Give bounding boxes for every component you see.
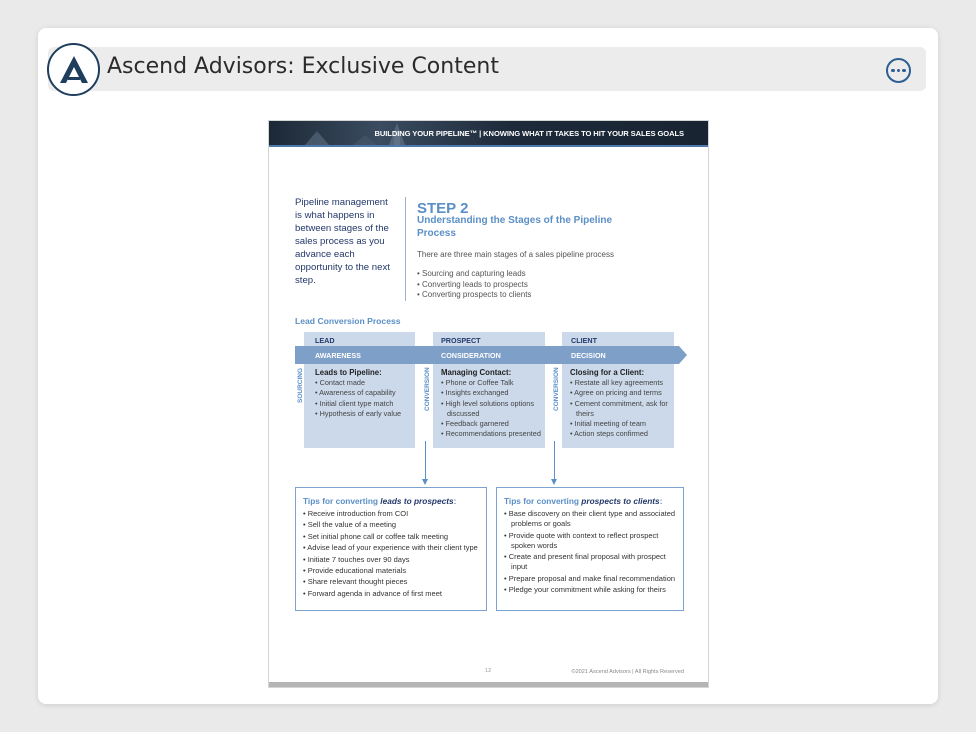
- list-item: • Restate all key agreements: [570, 378, 663, 388]
- band-arrow-icon: [679, 346, 687, 364]
- list-item: • Pledge your commitment while asking for theirs: [504, 585, 666, 595]
- list-item: • Initiate 7 touches over 90 days: [303, 554, 410, 564]
- list-item: • Forward agenda in advance of first meet: [303, 588, 442, 598]
- page-banner: [269, 121, 709, 145]
- column-lead: [315, 368, 413, 419]
- list-item: • Initial client type match: [315, 398, 394, 408]
- side-label-sourcing: SOURCING: [297, 367, 304, 403]
- copyright: ©2021 Ascend Advisors | All Rights Reserved: [571, 669, 684, 675]
- stage-label-prospect: PROSPECT: [441, 336, 481, 345]
- list-item: • Action steps confirmed: [570, 429, 648, 439]
- list-item: • Converting prospects to clients: [417, 290, 532, 300]
- list-item: • Cement commitment, ask for theirs: [570, 398, 668, 418]
- tips-leads-to-prospects: [295, 487, 487, 611]
- ascend-logo-icon: [47, 43, 100, 96]
- list-item: • Sell the value of a meeting: [303, 520, 397, 530]
- step-subtitle: Understanding the Stages of the Pipeline Process: [417, 215, 613, 239]
- side-label-conversion: CONVERSION: [424, 367, 431, 411]
- list-item: • Share relevant thought pieces: [303, 577, 408, 587]
- stage-label-client: CLIENT: [571, 336, 597, 345]
- column-title: Closing for a Client:: [570, 368, 645, 377]
- banner-rule: [269, 145, 709, 147]
- arrow-down-icon: [551, 479, 557, 485]
- tips-prospects-to-clients: [496, 487, 684, 611]
- stage-list: [417, 269, 531, 301]
- list-item: • Feedback garnered: [441, 419, 509, 429]
- list-item: • Sourcing and capturing leads: [417, 269, 526, 278]
- banner-text: BUILDING YOUR PIPELINE™ | KNOWING WHAT IT TAKES TO HIT YOUR SALES GOALS: [374, 129, 684, 138]
- step-intro: There are three main stages of a sales pipeline process: [417, 250, 614, 259]
- stage-band-decision: DECISION: [571, 351, 606, 360]
- list-item: • Insights exchanged: [441, 388, 509, 398]
- column-client: [570, 368, 672, 439]
- column-title: Leads to Pipeline:: [315, 368, 382, 377]
- stage-band-awareness: AWARENESS: [315, 351, 361, 360]
- divider: [405, 197, 406, 301]
- column-prospect: [441, 368, 543, 439]
- tips-title: Tips for converting prospects to clients:: [504, 496, 663, 506]
- list-item: • Prepare proposal and make final recommendation: [504, 573, 676, 583]
- stage-label-lead: LEAD: [315, 336, 335, 345]
- column-title: Managing Contact:: [441, 368, 512, 377]
- list-item: • Agree on pricing and terms: [570, 388, 662, 398]
- connector-line: [554, 441, 555, 479]
- tips-title: Tips for converting leads to prospects:: [303, 496, 457, 506]
- lead-conversion-title: Lead Conversion Process: [295, 316, 401, 326]
- more-options-button[interactable]: [886, 58, 911, 83]
- list-item: • Provide educational materials: [303, 565, 407, 575]
- side-label-conversion: CONVERSION: [553, 367, 560, 411]
- list-item: • Create and present final proposal with prospect input: [504, 552, 666, 572]
- stage-band-consideration: CONSIDERATION: [441, 351, 501, 360]
- list-item: • Converting leads to prospects: [417, 279, 528, 289]
- step-title: STEP 2: [417, 200, 469, 217]
- list-item: • Receive introduction from COI: [303, 509, 409, 518]
- list-item: • Provide quote with context to reflect prospect spoken words: [504, 530, 659, 550]
- list-item: • Initial meeting of team: [570, 419, 646, 429]
- arrow-down-icon: [422, 479, 428, 485]
- ellipsis-icon: [891, 69, 895, 73]
- list-item: • Set initial phone call or coffee talk meeting: [303, 531, 449, 541]
- list-item: • Awareness of capability: [315, 388, 396, 398]
- connector-line: [425, 441, 426, 479]
- document-page: [268, 120, 709, 688]
- app-title: Ascend Advisors: Exclusive Content: [107, 54, 499, 79]
- list-item: • High level solutions options discussed: [441, 398, 535, 418]
- list-item: • Advise lead of your experience with their client type: [303, 543, 478, 553]
- list-item: • Contact made: [315, 378, 366, 388]
- pipeline-quote: Pipeline management is what happens in between stages of the sales process as you advance each opportunity to the next step.: [295, 197, 390, 286]
- list-item: • Phone or Coffee Talk: [441, 378, 514, 388]
- page-number: 12: [485, 668, 492, 674]
- list-item: • Recommendations presented: [441, 429, 541, 439]
- list-item: • Hypothesis of early value: [315, 408, 402, 418]
- list-item: • Base discovery on their client type and associated problems or goals: [504, 509, 676, 529]
- page-footer-bar: [269, 682, 709, 688]
